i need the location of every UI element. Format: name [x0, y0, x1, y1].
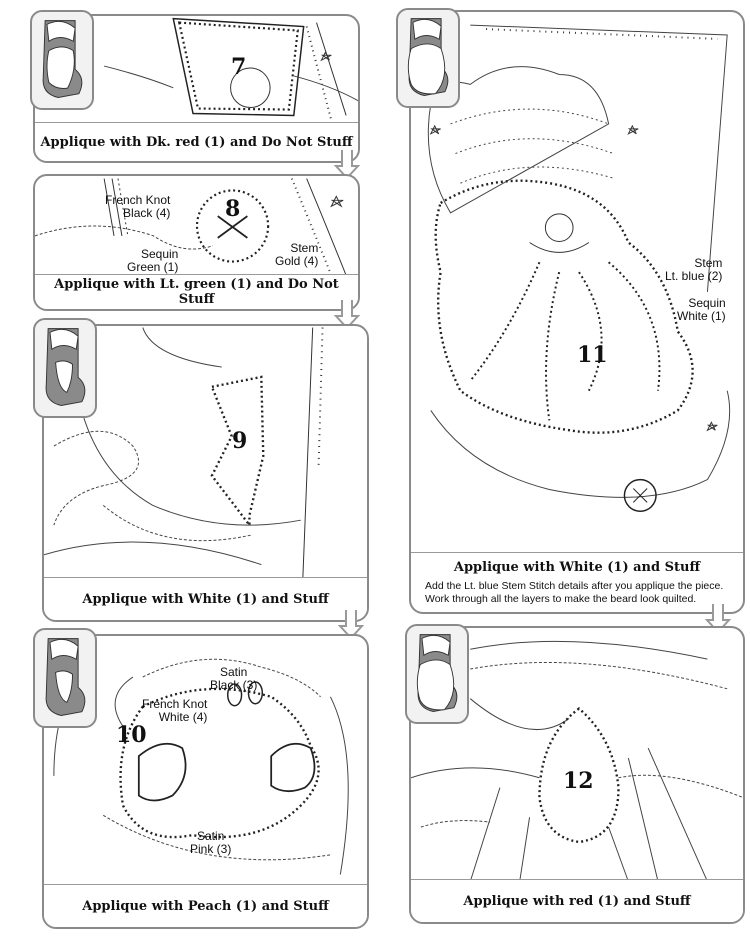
step-8-number: 8 — [225, 196, 241, 222]
step-8-caption: Applique with Lt. green (1) and Do Not Stuff — [35, 274, 358, 309]
step-11-number: 11 — [577, 342, 608, 368]
stem-text: Stem — [290, 241, 319, 255]
step-9-thumbnail — [33, 318, 97, 418]
stem-label — [275, 242, 318, 268]
step-10-number: 10 — [116, 722, 147, 748]
french-knot-label — [105, 194, 170, 220]
step-12-thumbnail — [405, 624, 469, 724]
step-7-caption: Applique with Dk. red (1) and Do Not Stuff — [35, 122, 358, 161]
step-9-number: 9 — [232, 428, 248, 454]
step-9-caption: Applique with White (1) and Stuff — [44, 577, 367, 620]
step-12-number: 12 — [563, 768, 594, 794]
step-11-note-line2: Work through all the layers to make the beard look quilted. — [425, 593, 697, 605]
satin-pink-text: Satin — [196, 829, 225, 843]
step-11-caption: Applique with White (1) and Stuff — [411, 552, 743, 581]
sequin-white-color: White (1) — [677, 309, 726, 323]
step-8-panel — [33, 174, 360, 311]
step-10-caption: Applique with Peach (1) and Stuff — [44, 884, 367, 927]
french-knot-text: French Knot — [105, 193, 171, 207]
stem-ltblue-label — [665, 257, 722, 283]
satin-pink-label — [190, 830, 231, 856]
step-11-panel — [409, 10, 745, 614]
french-knot-white-label — [142, 698, 207, 724]
stem-color: Gold (4) — [275, 254, 319, 268]
step-12-caption: Applique with red (1) and Stuff — [411, 879, 743, 922]
step-11-note — [425, 580, 735, 606]
french-knot-color: Black (4) — [123, 206, 171, 220]
sequin-label — [127, 248, 178, 274]
french-knot-white-text: French Knot — [142, 697, 208, 711]
step-11-thumbnail — [396, 8, 460, 108]
sequin-white-text: Sequin — [688, 296, 726, 310]
french-knot-white-color: White (4) — [158, 710, 208, 724]
step-7-thumbnail — [30, 10, 94, 110]
satin-pink-color: Pink (3) — [190, 842, 232, 856]
satin-black-text: Satin — [219, 665, 248, 679]
stem-ltblue-text: Stem — [694, 256, 723, 270]
sequin-color: Green (1) — [127, 260, 179, 274]
step-10-thumbnail — [33, 628, 97, 728]
satin-black-label — [210, 666, 257, 692]
sequin-text: Sequin — [140, 247, 179, 261]
sequin-white-label — [677, 297, 726, 323]
step-11-note-line1: Add the Lt. blue Stem Stitch details after you applique the piece. — [425, 580, 724, 592]
stem-ltblue-color: Lt. blue (2) — [665, 269, 723, 283]
step-7-number: 7 — [231, 54, 247, 80]
satin-black-color: Black (3) — [210, 678, 258, 692]
